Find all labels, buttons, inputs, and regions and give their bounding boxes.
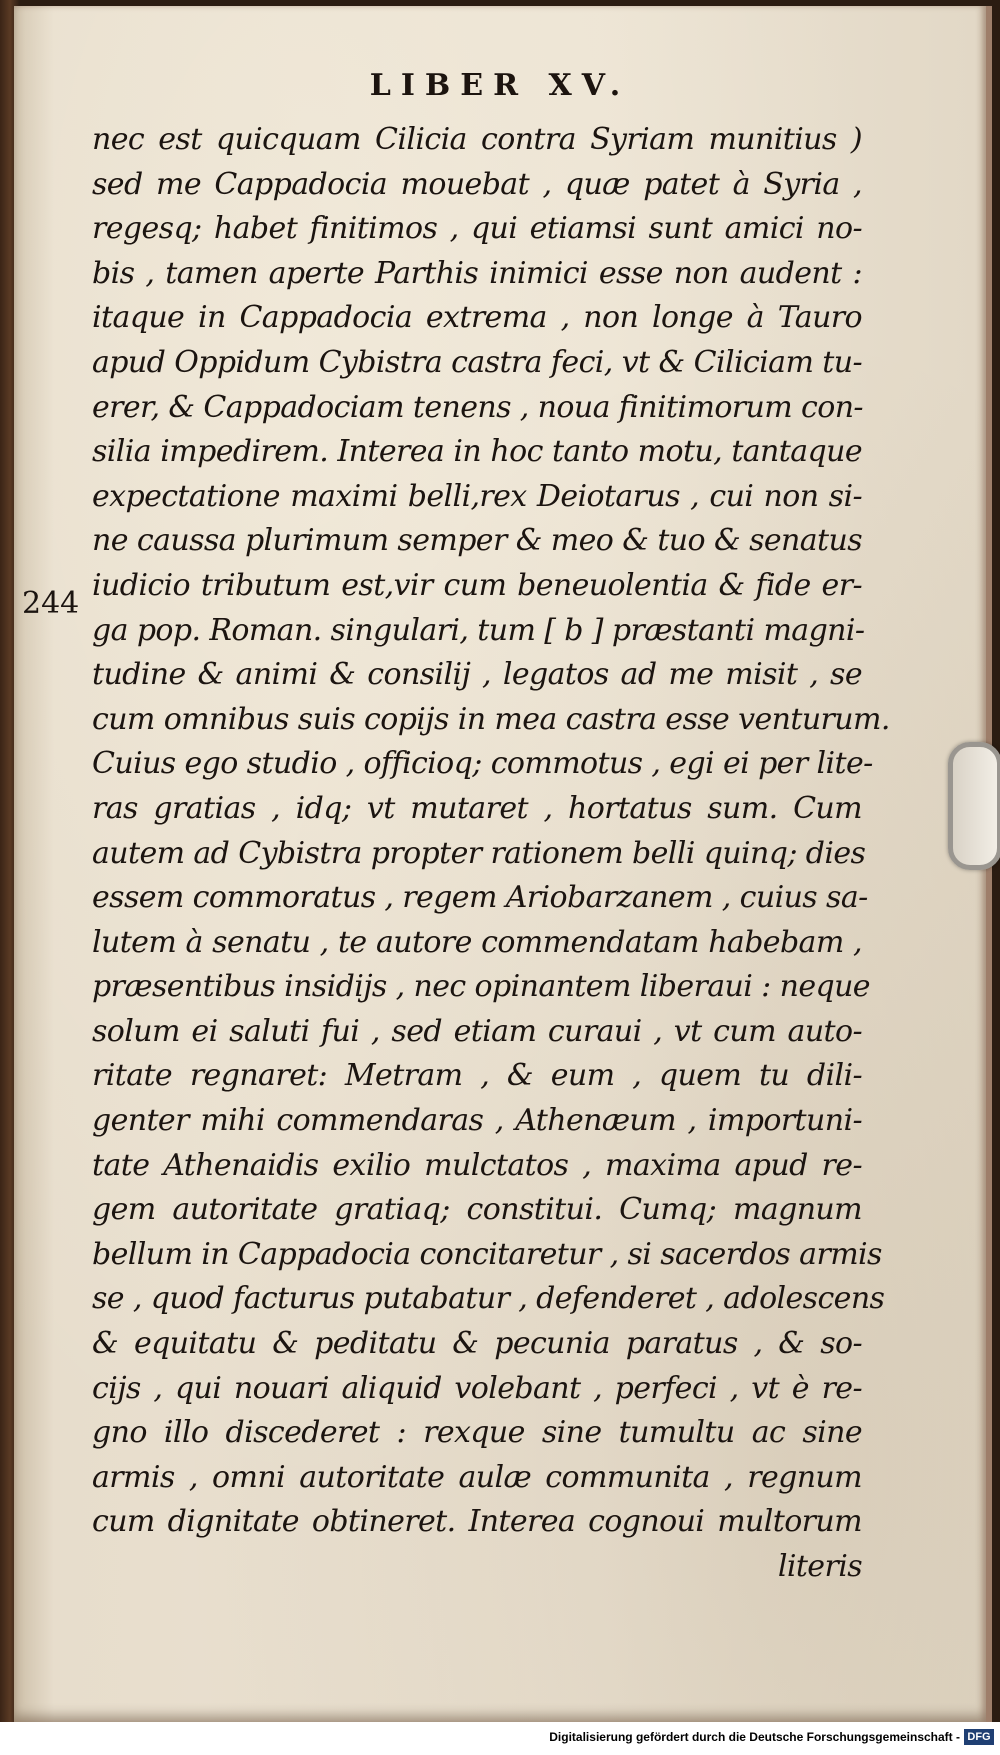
funding-credit: Digitalisierung gefördert durch die Deutsche Forschungsgemeinschaft -: [549, 1730, 960, 1744]
text-line: ga pop. Roman. singulari, tum [ b ] præstanti magni-: [92, 612, 865, 648]
text-line: gem autoritate gratiaq; constitui. Cumq; magnum: [92, 1192, 862, 1228]
text-line: præsentibus insidijs , nec opinantem liberaui : neque: [92, 969, 870, 1005]
body-text: [92, 118, 890, 1590]
dfg-logo-icon: DFG: [964, 1729, 994, 1745]
text-line: cum omnibus suis copijs in mea castra esse venturum.: [92, 701, 890, 737]
text-line: sed me Cappadocia mouebat , quæ patet à Syria ,: [92, 166, 862, 202]
text-line: erer, & Cappadociam tenens , noua finitimorum con-: [92, 389, 863, 425]
text-line: autem ad Cybistra propter rationem belli quinq; dies: [92, 835, 866, 871]
text-line: armis , omni autoritate aulæ communita , regnum: [92, 1459, 862, 1495]
text-line: bellum in Cappadocia concitaretur , si sacerdos armis: [92, 1236, 882, 1272]
text-line: bis , tamen aperte Parthis inimici esse non audent :: [92, 255, 862, 291]
book-page: [14, 6, 992, 1722]
margin-page-number: 244: [22, 586, 80, 621]
book-clasp-image: [948, 742, 1000, 870]
text-line: essem commoratus , regem Ariobarzanem , cuius sa-: [92, 880, 868, 916]
text-line: regesq; habet finitimos , qui etiamsi sunt amici no-: [92, 211, 862, 247]
text-line: expectatione maximi belli,rex Deiotarus , cui non si-: [92, 478, 862, 514]
text-line: cum dignitate obtineret. Interea cognoui multorum: [92, 1504, 862, 1540]
footer-bar: [0, 1722, 1000, 1755]
text-line: lutem à senatu , te autore commendatam habebam ,: [92, 924, 862, 960]
text-line: Cuius ego studio , officioq; commotus , egi ei per lite-: [92, 746, 873, 782]
text-line: itaque in Cappadocia extrema , non longe à Tauro: [92, 300, 862, 336]
text-line: genter mihi commendaras , Athenæum , importuni-: [92, 1103, 862, 1139]
text-line: solum ei saluti fui , sed etiam curaui , vt cum auto-: [92, 1013, 862, 1049]
text-line: silia impedirem. Interea in hoc tanto motu, tantaque: [92, 434, 862, 470]
text-line: ras gratias , idq; vt mutaret , hortatus sum. Cum: [92, 790, 862, 826]
text-line: iudicio tributum est,vir cum beneuolentia & fide er-: [92, 567, 862, 603]
text-line: & equitatu & peditatu & pecunia paratus , & so-: [92, 1326, 862, 1362]
text-line: apud Oppidum Cybistra castra feci, vt & Ciliciam tu-: [92, 344, 862, 380]
text-line: cijs , qui nouari aliquid volebant , perfeci , vt è re-: [92, 1370, 862, 1406]
text-line: se , quod facturus putabatur , defenderet , adolescens: [92, 1281, 885, 1317]
text-line: literis: [777, 1549, 862, 1584]
text-line: ritate regnaret: Metram , & eum , quem tu dili-: [92, 1058, 862, 1094]
text-line: tate Athenaidis exilio mulctatos , maxima apud re-: [92, 1147, 862, 1183]
text-line: nec est quicquam Cilicia contra Syriam munitius ): [92, 122, 862, 157]
text-line: ne caussa plurimum semper & meo & tuo & senatus: [92, 523, 862, 559]
running-title: LIBER XV.: [369, 68, 631, 103]
text-line: gno illo discederet : rexque sine tumultu ac sine: [92, 1415, 862, 1451]
text-line: tudine & animi & consilij , legatos ad me misit , se: [92, 657, 862, 693]
